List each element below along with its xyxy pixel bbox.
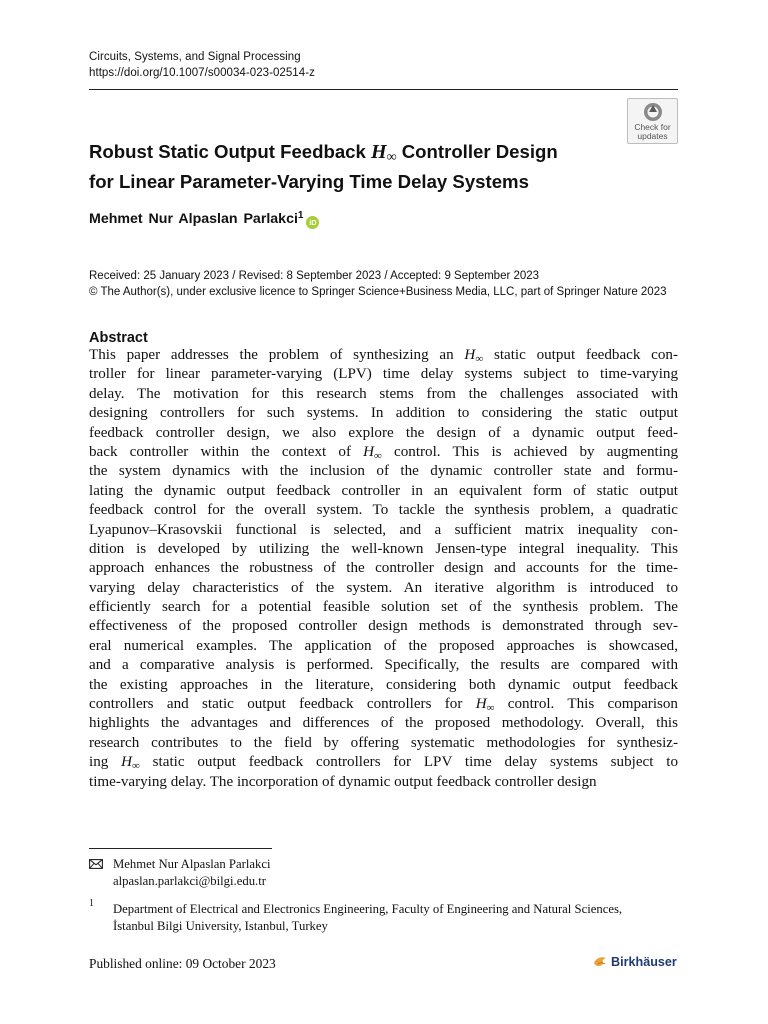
- abstract-heading: Abstract: [89, 330, 148, 346]
- abstract-text: the existing approaches in the literature, considering both dynamic output feedback: [89, 676, 678, 693]
- abstract-text: static output feedback controllers for LPV time delay systems subject to: [139, 754, 678, 771]
- abstract-text: the system dynamics with the inclusion of the dynamic controller state and formu-: [89, 463, 678, 480]
- abstract-line: [89, 482, 678, 501]
- abstract-line: [89, 462, 678, 481]
- abstract-text: back controller within the context of: [89, 443, 364, 460]
- abstract-line: [89, 385, 678, 404]
- abstract-line: [89, 404, 678, 423]
- footnote-rule: [89, 848, 272, 849]
- copyright-notice: © The Author(s), under exclusive licence to Springer Science+Business Media, LLC, part of Springer Nature 2023: [89, 286, 667, 298]
- journal-name: Circuits, Systems, and Signal Processing: [89, 51, 301, 63]
- birkhauser-bird-icon: [593, 955, 608, 969]
- abstract-line: [89, 676, 678, 695]
- abstract-text: varying delay characteristics of the system. An iterative algorithm is introduced to: [89, 579, 678, 596]
- h-infinity-symbol: $H_\infty$: [121, 754, 140, 773]
- abstract-text: and a comparative analysis is performed. Specifically, the results are compared with: [89, 657, 678, 674]
- abstract-line: [89, 598, 678, 617]
- abstract-line: [89, 559, 678, 578]
- orcid-icon[interactable]: iD: [306, 216, 319, 229]
- abstract-text: control. This comparison: [494, 696, 678, 713]
- abstract-text: efficiently search for a potential feasible solution set of the synthesis problem. The: [89, 599, 678, 616]
- author-name: Mehmet Nur Alpaslan Parlakci: [89, 211, 298, 227]
- published-online: Published online: 09 October 2023: [89, 956, 276, 971]
- abstract-text: designing controllers for such systems. In addition to considering the static output: [89, 405, 678, 422]
- abstract-text: feedback controller design, we also explore the design of a dynamic output feed-: [89, 424, 678, 441]
- abstract-text: feedback control for the overall system. To tackle the synthesis problem, a quadratic: [89, 502, 678, 519]
- affiliation-line-1: Department of Electrical and Electronics Engineering, Faculty of Engineering and Natural Sciences,: [113, 902, 623, 916]
- publisher-name: Birkhäuser: [611, 955, 677, 969]
- article-history: [89, 268, 667, 300]
- abstract-text: static output feedback con-: [483, 347, 678, 363]
- abstract-text: ing: [89, 754, 122, 771]
- abstract-text: eral numerical examples. The application of the proposed approaches is showcased,: [89, 637, 678, 654]
- check-for-updates-badge[interactable]: [627, 98, 678, 144]
- envelope-icon: [89, 859, 103, 869]
- h-infinity-symbol: $H_\infty$: [464, 347, 484, 365]
- title-line-1: Robust Static Output Feedback $H_\infty$ Controller Design: [89, 141, 558, 165]
- affiliation: [113, 901, 622, 935]
- publisher-logo: [593, 955, 677, 969]
- h-infinity-symbol: $H_\infty$: [363, 443, 382, 462]
- abstract-text: This paper addresses the problem of synthesizing an: [89, 347, 465, 363]
- abstract-line: [89, 734, 678, 753]
- crossmark-icon: [643, 102, 663, 122]
- affiliation-line-2: İstanbul Bilgi University, Istanbul, Turkey: [113, 919, 328, 933]
- affiliation-number: 1: [89, 898, 94, 909]
- abstract-line: [89, 540, 678, 559]
- abstract-text: control. This is achieved by augmenting: [381, 443, 678, 460]
- abstract-text: highlights the advantages and differences of the proposed methodology. Overall, this: [89, 715, 678, 732]
- h-infinity-symbol: $H_\infty$: [475, 696, 495, 715]
- abstract-line: [89, 346, 678, 365]
- abstract-text: delay. The motivation for this research stems from the challenges associated with: [89, 385, 678, 402]
- abstract-line: [89, 695, 678, 714]
- abstract-text: effectiveness of the proposed controller design methods is demonstrated through sev-: [89, 618, 678, 635]
- abstract-line: [89, 714, 678, 733]
- abstract-text: troller for linear parameter-varying (LPV) time delay systems subject to time-varying: [89, 366, 678, 383]
- h-infinity-symbol: $H_\infty$: [371, 141, 397, 165]
- abstract-text: lating the dynamic output feedback controller in an equivalent form of static output: [89, 482, 678, 499]
- abstract-line: [89, 365, 678, 384]
- abstract-line: [89, 443, 678, 462]
- abstract-line: [89, 521, 678, 540]
- abstract-text: time-varying delay. The incorporation of dynamic output feedback controller design: [89, 773, 597, 790]
- paper-title: [89, 140, 619, 194]
- abstract-line: [89, 579, 678, 598]
- doi-link[interactable]: https://doi.org/10.1007/s00034-023-02514-z: [89, 67, 315, 79]
- corresponding-author-name: Mehmet Nur Alpaslan Parlakci: [113, 857, 271, 871]
- abstract-text: Lyapunov–Krasovskii functional is selected, and a sufficient matrix inequality con-: [89, 521, 678, 538]
- author-line: [89, 210, 319, 229]
- abstract-line: [89, 656, 678, 675]
- abstract-line: [89, 637, 678, 656]
- abstract-text: research contributes to the field by offering systematic methodologies for synthesiz-: [89, 734, 678, 751]
- abstract-body: [89, 346, 678, 792]
- header-rule: [89, 89, 678, 90]
- received-dates: Received: 25 January 2023 / Revised: 8 September 2023 / Accepted: 9 September 2023: [89, 270, 540, 282]
- journal-header: [89, 49, 315, 81]
- affiliation-mark: 1: [297, 210, 304, 221]
- abstract-line: [89, 773, 678, 792]
- abstract-text: controllers and static output feedback controllers for: [89, 696, 476, 713]
- abstract-text: approach enhances the robustness of the controller design and accounts for the time-: [89, 560, 678, 577]
- abstract-line: [89, 424, 678, 443]
- title-line-2: for Linear Parameter-Varying Time Delay Systems: [89, 171, 529, 192]
- corresponding-author-email[interactable]: alpaslan.parlakci@bilgi.edu.tr: [113, 874, 266, 888]
- abstract-text: dition is developed by utilizing the well-known Jensen-type integral inequality. This: [89, 540, 678, 557]
- abstract-line: [89, 753, 678, 772]
- abstract-line: [89, 617, 678, 636]
- crossmark-label: Check for updates: [634, 122, 671, 141]
- abstract-line: [89, 501, 678, 520]
